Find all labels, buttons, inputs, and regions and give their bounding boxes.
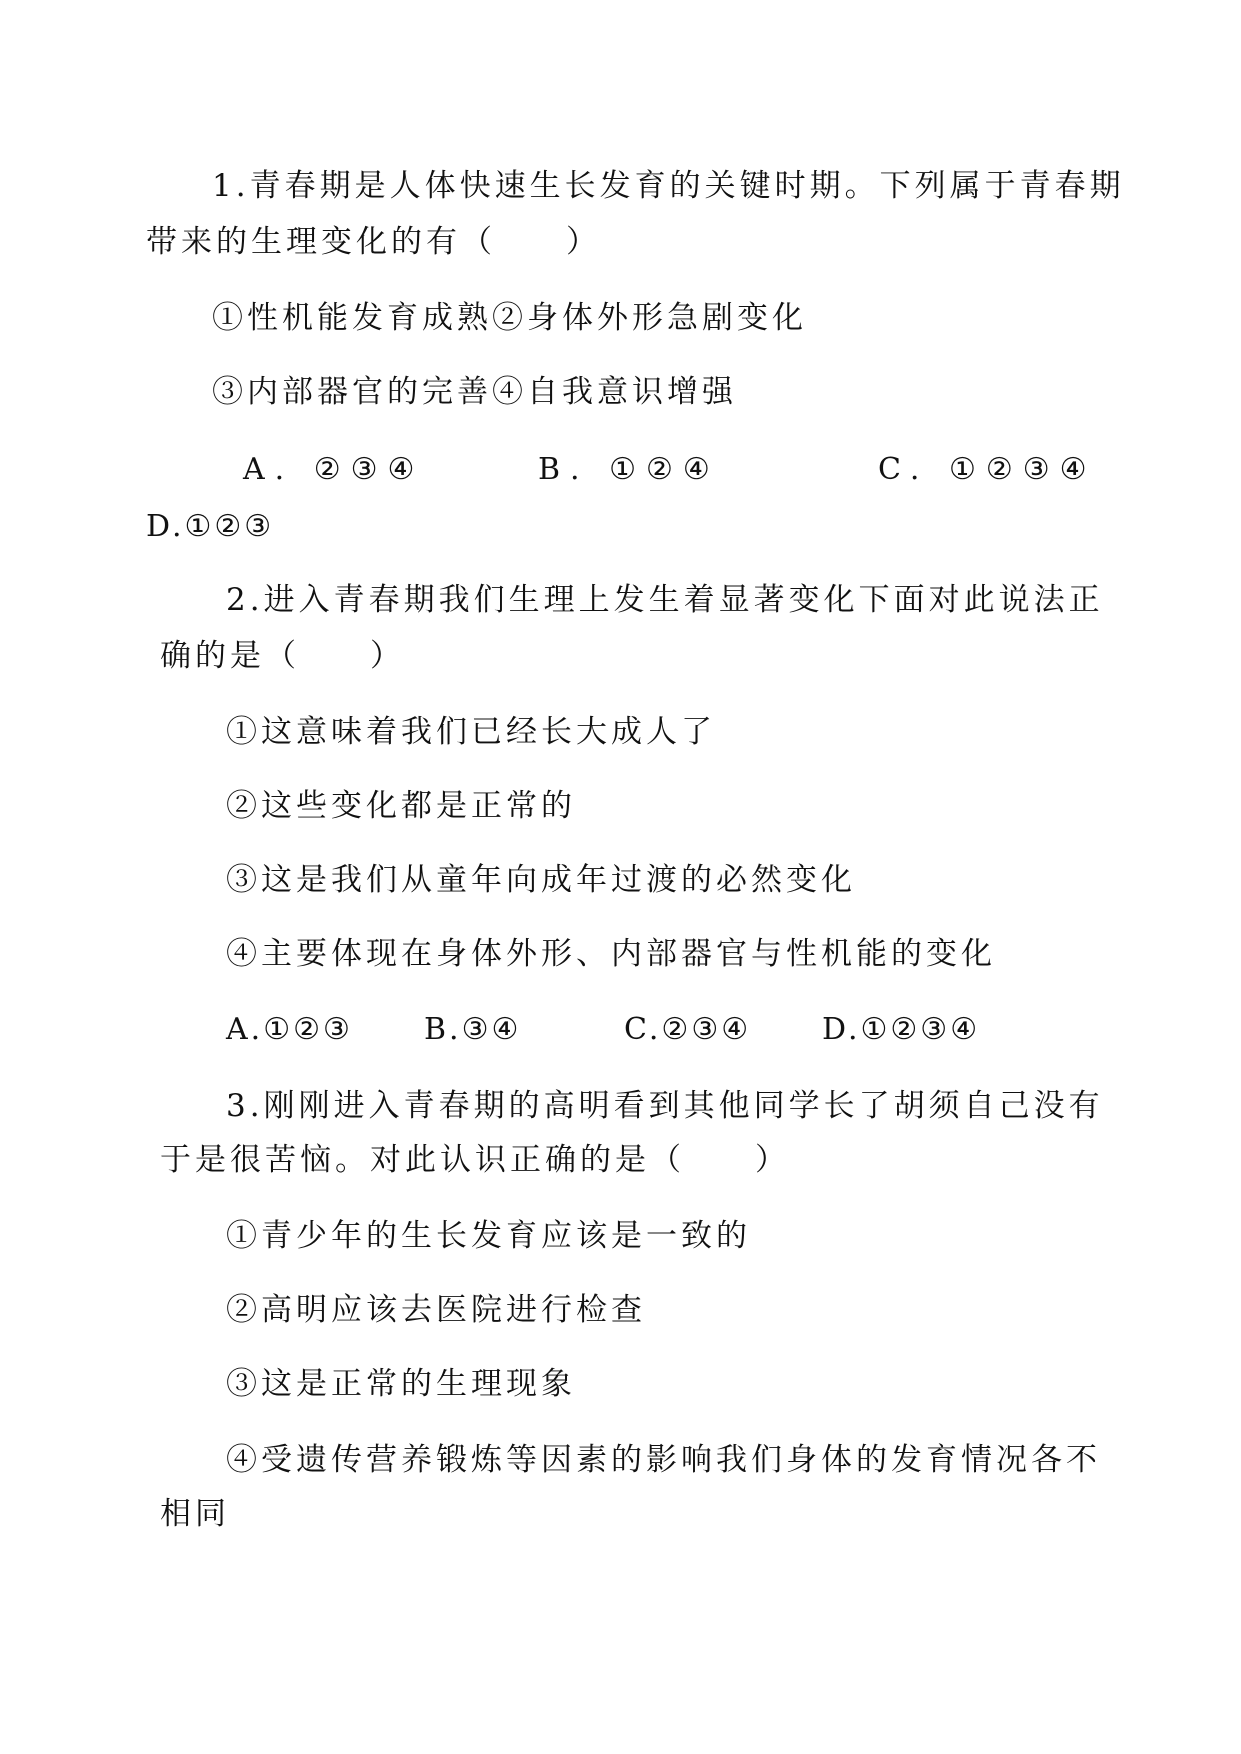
question-1-option-b: B. ①②④: [538, 452, 720, 487]
question-3-stem-line-2: 于是很苦恼。对此认识正确的是（ ）: [160, 1142, 790, 1178]
question-3-statement-2: ②高明应该去医院进行检查: [226, 1292, 646, 1328]
question-2-option-a: A.①②③: [226, 1012, 353, 1047]
question-3-statement-4: ④受遗传营养锻炼等因素的影响我们身体的发育情况各不: [226, 1442, 1101, 1478]
question-3-statement-4-continued: 相同: [160, 1496, 230, 1532]
question-2-statement-2: ②这些变化都是正常的: [226, 788, 576, 824]
question-2-stem-line-1: 2.进入青春期我们生理上发生着显著变化下面对此说法正: [226, 582, 1104, 618]
question-2-option-b: B.③④: [424, 1012, 522, 1047]
question-3-statement-1: ①青少年的生长发育应该是一致的: [226, 1218, 751, 1254]
question-2-statement-4: ④主要体现在身体外形、内部器官与性机能的变化: [226, 936, 996, 972]
question-1-stem-line-2: 带来的生理变化的有（ ）: [146, 224, 601, 260]
question-2-stem-line-2: 确的是（ ）: [160, 638, 405, 674]
question-2-option-c: C.②③④: [624, 1012, 752, 1047]
question-1-option-d: D.①②③: [146, 509, 275, 544]
question-2-option-d: D.①②③④: [822, 1012, 981, 1047]
question-1-statement-2: ③内部器官的完善④自我意识增强: [212, 374, 737, 410]
question-1-stem-line-1: 1.青春期是人体快速生长发育的关键时期。下列属于青春期: [212, 168, 1125, 204]
question-2-statement-1: ①这意味着我们已经长大成人了: [226, 714, 716, 750]
question-2-statement-3: ③这是我们从童年向成年过渡的必然变化: [226, 862, 856, 898]
question-3-stem-line-1: 3.刚刚进入青春期的高明看到其他同学长了胡须自己没有: [226, 1088, 1104, 1124]
question-1-option-a: A. ②③④: [243, 452, 425, 487]
question-1-statement-1: ①性机能发育成熟②身体外形急剧变化: [212, 300, 807, 336]
question-1-option-c: C. ①②③④: [878, 452, 1097, 487]
question-3-statement-3: ③这是正常的生理现象: [226, 1366, 576, 1402]
